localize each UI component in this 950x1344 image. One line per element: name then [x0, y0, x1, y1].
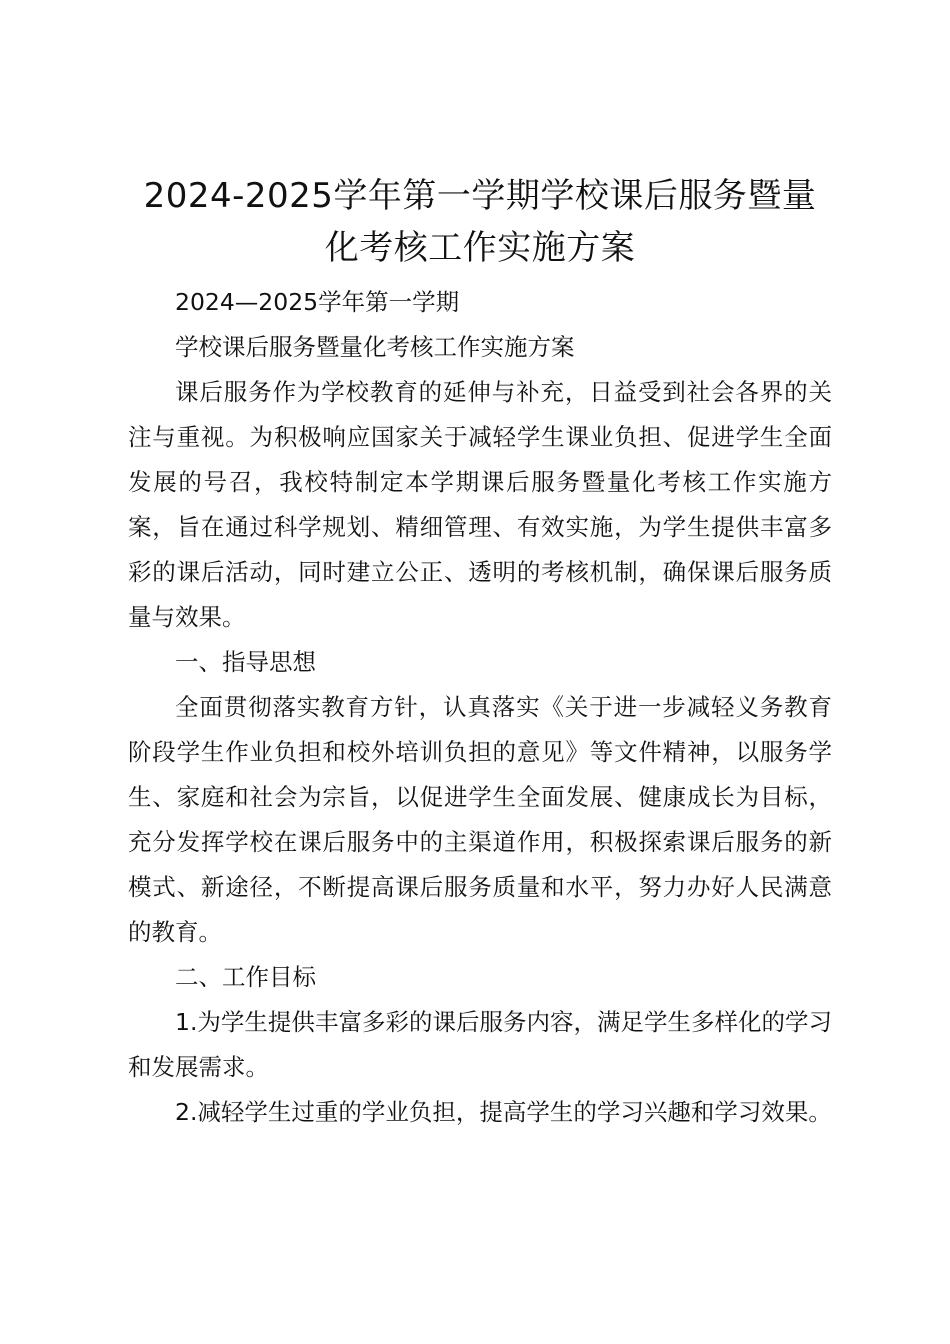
subtitle-year: 2024—2025学年第一学期 — [175, 288, 460, 316]
intro-paragraph: 课后服务作为学校教育的延伸与补充，日益受到社会各界的关注与重视。为积极响应国家关于减轻学生课业负担、促进学生全面发展的号召，我校特制定本学期课后服务暨量化考核工作实施方案，旨在通过科学规划、精细管理、有效实施，为学生提供丰富多彩的课后活动，同时建立公正、透明的考核机制，确保课后服务质量与效果。 — [128, 378, 832, 631]
document-title: 2024-2025学年第一学期学校课后服务暨量化考核工作实施方案 — [143, 176, 817, 268]
document-page — [128, 170, 832, 1135]
work-goal-item-2: 2.减轻学生过重的学业负担，提高学生的学习兴趣和学习效果。 — [175, 1098, 832, 1126]
section-heading-guiding-ideology: 一、指导思想 — [175, 648, 316, 676]
work-goal-item-1: 1.为学生提供丰富多彩的课后服务内容，满足学生多样化的学习和发展需求。 — [128, 1008, 832, 1081]
guiding-ideology-paragraph: 全面贯彻落实教育方针，认真落实《关于进一步减轻义务教育阶段学生作业负担和校外培训负担的意见》等文件精神，以服务学生、家庭和社会为宗旨，以促进学生全面发展、健康成长为目标，充分发挥学校在课后服务中的主渠道作用，积极探索课后服务的新模式、新途径，不断提高课后服务质量和水平，努力办好人民满意的教育。 — [128, 693, 832, 946]
section-heading-work-goals: 二、工作目标 — [175, 963, 316, 991]
subtitle-plan: 学校课后服务暨量化考核工作实施方案 — [175, 333, 575, 361]
